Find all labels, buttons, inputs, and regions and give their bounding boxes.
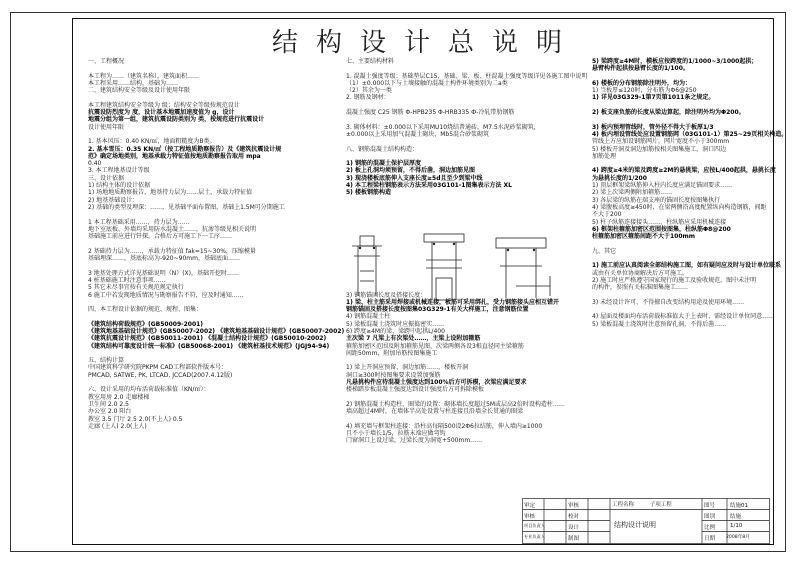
- text-line: [592, 73, 766, 80]
- text-line: 5) 梁跨度≥4M时，模板应按跨度的1/1000~3/1000起拱；: [592, 58, 758, 65]
- text-line: 办公室 2.0 阳台: [88, 408, 132, 416]
- text-line: 3) 未经设计许可，不得擅自改变结构用途及使用环境……: [592, 298, 745, 306]
- text-line: 四、本工程设计依据的规范、规程、图集：: [88, 306, 203, 314]
- text-line: 4) 钢筋混凝土柱: [346, 313, 391, 321]
- text-line: 3 地基处理方式详见基础说明（N）(X)，基础开挖时……: [88, 269, 240, 277]
- text-line: 2) 地基基础设计：: [88, 196, 139, 204]
- tb-right-v0: 结施01: [730, 503, 748, 509]
- text-line: 2) 板上孔洞均须预留，不得后凿，洞边加筋见图: [346, 167, 476, 175]
- text-line: 4) 跨度≥4米的梁及跨度≥2M的悬挑梁，应按L/400起拱，悬挑长度: [592, 167, 776, 175]
- text-line: 1. 基本风压：0.40 KN/㎡，地面粗糙度为B类。: [88, 138, 216, 146]
- text-line: 1. 混凝土强度等级：基础垫层C15，基础、梁、板、柱混凝土强度等级详见各施工图中说明: [346, 72, 588, 80]
- text-line: 1) 顶层框架梁纵筋伸入柱内长度应满足锚固要求……: [592, 182, 733, 190]
- text-line: 4) 屋面及楼面均布活荷载标准值大于上表时，需经设计单位同意……: [592, 313, 775, 321]
- text-line: 《建筑抗震设计规范》(GB50011-2001) 《混凝土结构设计规范》(GB50010-2002): [88, 335, 327, 343]
- text-line: 5) 楼板开洞及洞边加筋按相关图集施工，洞口四边: [592, 145, 727, 153]
- text-line: 5) 梁板混凝土浇筑时应振捣密实……: [346, 320, 445, 328]
- text-column-3: [592, 58, 788, 358]
- text-line: [592, 292, 766, 299]
- tb-r0-c1: 审定: [524, 503, 536, 509]
- text-line: [88, 94, 324, 101]
- text-line: 一、工程概况: [88, 58, 125, 65]
- text-line: 1) 场地地质勘察报告，地基持力层为……层土，承载力特征值: [88, 189, 253, 197]
- text-line: 《建筑结构荷载规范》(GB50009-2001): [88, 320, 204, 328]
- text-line: 钢筋锚固及搭接长度按图集03G329-1有关大样施工，注意钢筋位置: [346, 306, 529, 314]
- text-line: 6) 楼板的分布钢筋除注明外，均为：: [592, 79, 692, 87]
- tb-right-k2: 比例: [704, 525, 716, 531]
- text-line: 2) 钢筋混凝土构造柱，圈梁的设置：砌体墙长度超过5M或层高2倍时设构造柱……: [346, 400, 565, 408]
- tb-right-v1: 结施: [730, 514, 742, 520]
- text-line: 设计使用年限: [88, 123, 125, 131]
- text-column-1: [88, 58, 345, 498]
- text-line: 6 施工中若发现地质情况与勘察报告不符，应及时通知……: [88, 291, 244, 299]
- text-line: 5 其它未尽事宜按有关规范规定执行: [88, 284, 184, 292]
- text-line: [346, 102, 572, 109]
- text-line: 1 本工程基础采用……，持力层为……: [88, 218, 190, 226]
- text-line: 墙高超过4M时，在墙体半高处设置与柱连接且沿墙全长贯通的圈梁: [346, 408, 523, 416]
- text-line: 或由有关单位协商解决后方可施工。: [592, 269, 689, 277]
- text-line: [346, 116, 572, 123]
- text-line: 洞口≥300时按图集要求设置加强筋: [346, 371, 441, 379]
- text-line: [88, 299, 324, 306]
- text-line: 基础施工前应进行钎探，合格后方可施工下一工序……: [88, 233, 233, 241]
- text-line: [346, 65, 572, 72]
- project-sub-label: 子项工程: [649, 502, 672, 508]
- text-line: 范》确定场地类别，地基承载力特征值按地质勘察报告取用 mpa: [88, 152, 261, 160]
- reinforcement-detail-diagram: [346, 226, 572, 306]
- text-line: 4 桩基础施工时注意事项……: [88, 276, 166, 284]
- text-line: [88, 313, 324, 320]
- text-line: 主次梁 7 凡梁上有次梁处……，主梁上设附加箍筋: [346, 335, 481, 343]
- text-line: [592, 240, 766, 247]
- tb-r3-c3: 制图: [568, 536, 580, 542]
- text-line: 三、设计依据: [88, 174, 125, 182]
- text-line: 1) 当板厚≤120时，分布筋为Φ6@250: [592, 87, 697, 95]
- text-line: 3. 本工程地基设计等级: [88, 167, 150, 175]
- text-line: 本工程为……（建筑名称），建筑面积……: [88, 72, 200, 80]
- text-line: 为悬挑长度的1/200: [592, 174, 647, 182]
- text-line: 1) 钢筋的混凝土保护层厚度: [346, 160, 422, 168]
- tb-right-v2: 1/10: [730, 523, 743, 529]
- text-line: [88, 65, 324, 72]
- text-line: 九、其它: [592, 247, 617, 255]
- text-line: 3) 钢筋锚固长度及搭接长度：: [346, 291, 427, 299]
- text-line: 混凝土强度 C25 钢筋 Φ-HPB235 Φ-HRB335 Ф-冷轧带肋钢筋: [346, 109, 515, 117]
- tb-right-k1: 图别: [704, 514, 716, 520]
- text-line: 楼梯踏步板混凝土强度达到设计强度后方可拆除模板: [346, 386, 485, 394]
- text-line: 1) 梁上开洞应预留，洞边加筋……，楼板开洞: [346, 364, 469, 372]
- text-line: 2) 施工时应严格遵守国家现行的施工及验收规范，图中未注明: [592, 276, 757, 284]
- text-line: [346, 197, 572, 204]
- text-line: 箍筋加密区范围及附加箍筋见图，次梁两侧各设3根直径同主梁箍筋: [346, 342, 524, 350]
- text-line: 1) 梁、柱主筋采用焊接或机械连接，板筋可采用绑扎，受力钢筋接头应相互错开: [346, 298, 560, 306]
- text-line: 本工程建筑结构安全等级为 级；结构安全等级按规范设计: [88, 101, 240, 109]
- text-line: [346, 211, 572, 218]
- text-line: 卫生间 2.0 2.5: [88, 400, 129, 408]
- text-line: [346, 204, 572, 211]
- text-line: 1) 施工前应认真阅读全部结构施工图，如有疑问应及时与设计单位联系: [592, 262, 782, 270]
- text-line: 抗震设防烈度为 度，设计基本地震加速度值为 g，设计: [88, 109, 235, 117]
- tb-right-v3: 2008年8月: [726, 535, 750, 540]
- text-line: 5) 楼板钢筋构造: [346, 189, 392, 197]
- tb-r1-c3: 校对: [568, 514, 580, 520]
- text-line: 七、主要结构材料: [346, 58, 395, 65]
- text-line: [346, 219, 572, 226]
- tb-r0-c3: 审核: [568, 503, 580, 509]
- text-line: 2) 板支座负筋的长度从梁边算起，除注明外均为Φ200。: [592, 109, 745, 117]
- tb-right-k0: 图号: [704, 503, 716, 509]
- tb-r2-c1: 项目负责人: [524, 523, 545, 528]
- text-line: 基础埋深……，基底标高为-920~90mm，基础底面……: [88, 255, 240, 263]
- text-line: 凡悬挑构件应待混凝土强度达到100%后方可拆模，次梁应满足要求: [346, 379, 527, 387]
- text-line: 八、钢筋混凝土结构构造：: [346, 145, 419, 153]
- text-line: 2 基础持力层为……，承载力特征值 fak=15~30%，压缩模量: [88, 247, 256, 255]
- text-line: 地下室底板、外墙均采用防水混凝土……，抗渗等级见相关说明: [88, 225, 257, 233]
- text-line: 4) 本工程梁柱钢筋表示方法采用03G101-1图集表示方法 XL: [346, 182, 513, 190]
- text-line: 1) 详见03G329-1第7页第1011条之规定。: [592, 94, 715, 102]
- text-line: 《建筑地基基础设计规范》(GB50007-2002) 《建筑地基基础设计规范》(GB50007-2002): [88, 327, 345, 335]
- text-line: （1）±0.000以下与土壤接触的混凝土构件环境类别为二a类: [346, 79, 508, 87]
- text-line: [346, 416, 572, 423]
- text-line: 2) 梁上次梁两侧附加箍筋……: [592, 189, 673, 197]
- tb-r3-c1: 专业负责人: [524, 534, 545, 539]
- text-line: [346, 394, 572, 401]
- text-line: 4) 填充墙与框架柱连接：沿柱高每隔500设2Φ6拉结筋，伸入墙内≥1000: [346, 422, 543, 430]
- text-line: 1) 结构主体的设计依据: [88, 182, 151, 190]
- text-line: [88, 262, 324, 269]
- text-line: 管线上方应加设钢筋网片，网片宽度不小于300mm: [592, 138, 730, 146]
- text-line: 中国建筑科学研究院PKPM CAD工程部软件版本号：: [88, 364, 228, 372]
- text-line: 且不小于墙长1/5，拉筋末端应做弯钩: [346, 430, 446, 438]
- text-line: 本工程采用……结构，基础为……: [88, 79, 179, 87]
- document-title: 结构设计总说明: [272, 28, 581, 58]
- text-line: 地震分组为第一组，建筑抗震设防类别为 类，按规范进行抗震设计: [88, 116, 265, 124]
- text-line: [346, 138, 572, 145]
- text-line: 走廊 (上人) 2.0(上人): [88, 422, 147, 430]
- project-label: 工程名称: [612, 502, 635, 508]
- text-line: 六、设计采用的均布活荷载标准值（KN/㎡）：: [88, 386, 210, 394]
- text-line: 2. 基本雪压：0.35 KN/㎡（按工程地质勘察报告）及《建筑抗震设计规: [88, 145, 282, 153]
- text-line: 门窗洞口上设过梁，过梁长度为洞宽+500mm……: [346, 437, 483, 445]
- drawing-name: 结构设计说明: [614, 521, 656, 529]
- text-line: 6) 框架柱箍筋加密区范围按图集，柱纵筋Φ8@200: [592, 225, 731, 233]
- text-line: 5) 梁板混凝土浇筑时注意预留孔洞，不得后凿……: [592, 320, 727, 328]
- text-line: 0.40: [88, 160, 102, 168]
- text-line: 3) 板内预埋管线时，管外径不得大于板厚1/3: [592, 123, 714, 131]
- text-line: 柱箍筋加密区箍筋间距不大于100mm: [592, 233, 696, 241]
- tb-project-label: [612, 500, 702, 509]
- text-line: 6) 跨度≥4M的梁，梁跨中起拱L/400: [346, 327, 445, 335]
- text-line: 教室 3.5 门厅 2.5 2.0(不上人) 0.5: [88, 415, 183, 423]
- text-line: [88, 240, 324, 247]
- text-line: 2) 基础的类型及埋深：……，见基础平面布置图，基础上1.5M可分期施工: [88, 203, 285, 211]
- text-line: PMCAD, SATWE, PK, LTCAD, JCCAD(2007.4.12版): [88, 371, 233, 379]
- text-line: [592, 102, 766, 109]
- text-line: 不大于200: [592, 211, 622, 219]
- text-line: 3. 砌体材料：±0.000以下采用MU10烧结普通砖，M7.5水泥砂浆砌筑，: [346, 123, 540, 131]
- tb-r2-c3: 设计: [568, 525, 580, 531]
- text-line: 3) 现浇楼板底筋伸入支座长度≥5d且至少到梁中线: [346, 174, 483, 182]
- text-line: 的构件，参照有关标准图集施工……: [592, 284, 689, 292]
- text-line: [592, 116, 766, 123]
- text-line: 间距50mm，附加吊筋按图集施工: [346, 349, 438, 357]
- text-line: 悬臂构件起拱按悬臂长度的1/100。: [592, 65, 689, 73]
- text-line: 加筋处理: [592, 152, 617, 160]
- text-line: （2）其余为一类: [346, 87, 392, 95]
- text-line: 2. 钢筋及钢材：: [346, 94, 390, 102]
- text-line: ±0.000以上采用加气混凝土砌块，Mb5混合砂浆砌筑: [346, 130, 490, 138]
- text-line: 3) 各层梁的纵筋在端支座的锚固长度按图集执行: [592, 196, 721, 204]
- text-line: 教室用房 2.0 走廊楼梯: [88, 393, 150, 401]
- tb-right-k3: 日期: [704, 536, 716, 542]
- text-line: 二、建筑结构安全等级及设计使用年限: [88, 87, 191, 95]
- text-line: 《建筑结构可靠度设计统一标准》(GB50068-2001) 《建筑桩基技术规范》(JGJ94-94): [88, 342, 330, 350]
- text-line: [88, 211, 324, 218]
- text-line: 4) 梁腹板高度≥450时，在梁两侧沿高度配置纵向构造钢筋，间距: [592, 203, 767, 211]
- tb-r1-c1: 审核: [524, 514, 536, 520]
- text-line: 4) 板内埋设管线处应设置钢筋网（03G101-1）第25~29页相关构造。: [592, 130, 788, 138]
- text-line: 5) 柱子纵筋连接接头……，柱纵筋应采用机械连接: [592, 218, 727, 226]
- text-line: 五、结构计算: [88, 357, 125, 365]
